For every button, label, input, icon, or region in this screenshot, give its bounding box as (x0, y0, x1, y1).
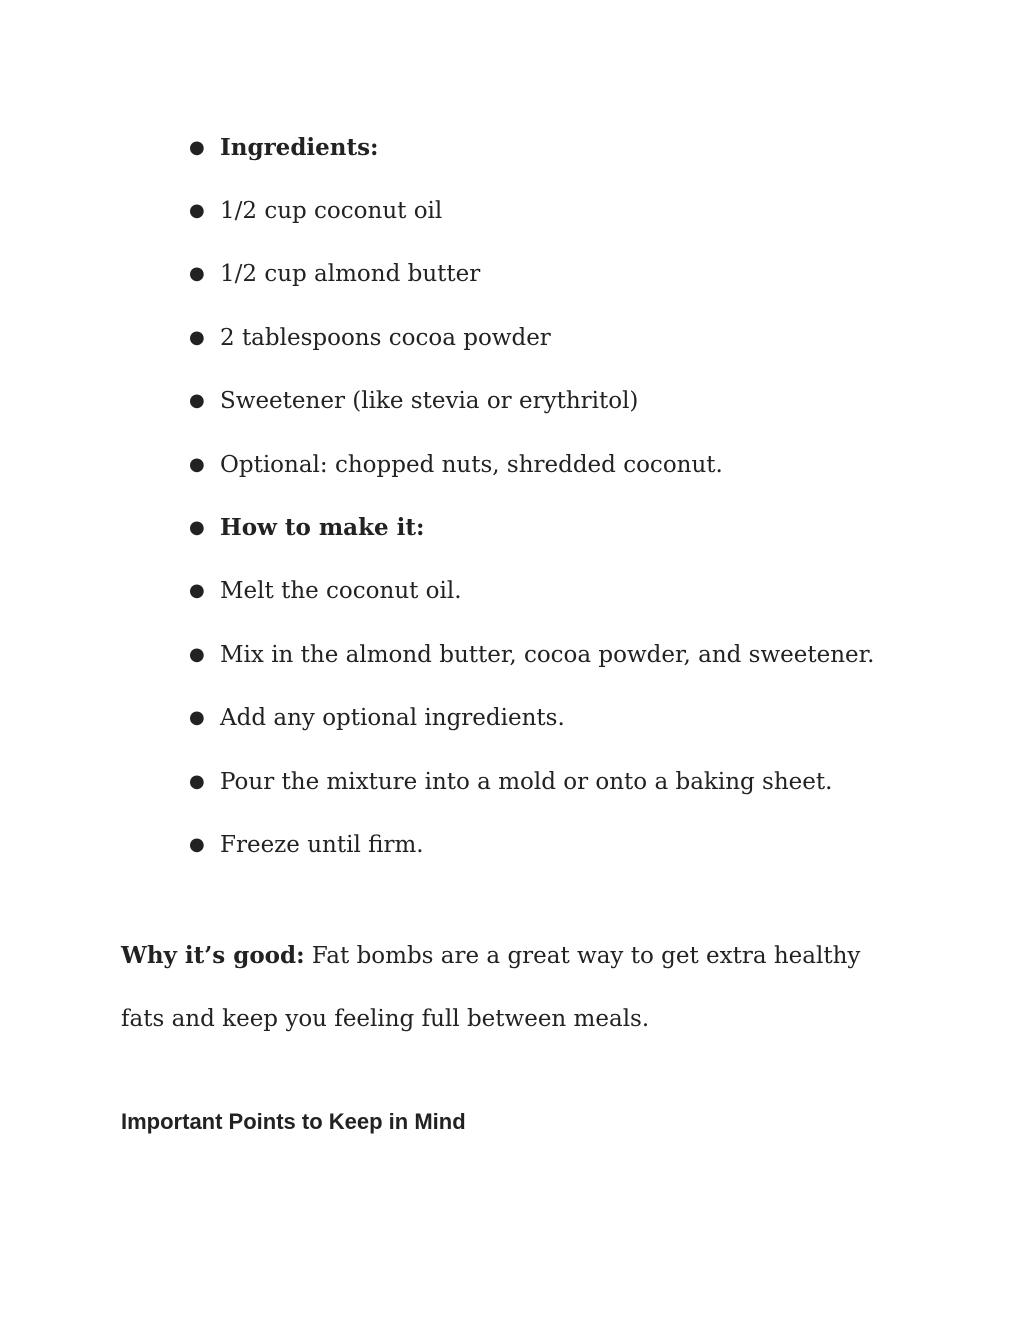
why-its-good-label: Why it’s good: (121, 942, 305, 969)
bullet-icon: ● (189, 517, 205, 539)
list-item-text: Add any optional ingredients. (220, 705, 565, 732)
list-item (189, 243, 874, 306)
list-item-text: 2 tablespoons cocoa powder (220, 324, 551, 351)
list-item (189, 116, 874, 179)
bullet-icon: ● (189, 453, 205, 475)
list-item-text: 1/2 cup coconut oil (220, 198, 443, 225)
recipe-bullet-list (189, 116, 874, 877)
ingredients-heading: Ingredients: (220, 133, 379, 161)
list-item (189, 433, 874, 496)
instructions-heading: How to make it: (220, 514, 425, 542)
list-item (189, 370, 874, 433)
list-item (189, 496, 874, 559)
list-item (189, 179, 874, 242)
list-item-text: Optional: chopped nuts, shredded coconut. (220, 451, 723, 478)
list-item-text: Sweetener (like stevia or erythritol) (220, 388, 639, 415)
bullet-icon: ● (189, 326, 205, 348)
why-its-good-paragraph (121, 924, 901, 1051)
bullet-icon: ● (189, 390, 205, 412)
bullet-icon: ● (189, 643, 205, 665)
list-item (189, 687, 874, 750)
bullet-icon: ● (189, 200, 205, 222)
bullet-icon: ● (189, 136, 205, 158)
list-item (189, 813, 874, 876)
bullet-icon: ● (189, 263, 205, 285)
bullet-icon: ● (189, 707, 205, 729)
list-item-text: Melt the coconut oil. (220, 578, 462, 605)
list-item (189, 306, 874, 369)
list-item (189, 623, 874, 686)
list-item-text: Pour the mixture into a mold or onto a baking sheet. (220, 768, 833, 795)
list-item-text: Mix in the almond butter, cocoa powder, and sweetener. (220, 641, 875, 668)
bullet-icon: ● (189, 833, 205, 855)
section-heading: Important Points to Keep in Mind (121, 1109, 466, 1134)
list-item (189, 750, 874, 813)
list-item (189, 560, 874, 623)
list-item-text: Freeze until firm. (220, 831, 424, 858)
bullet-icon: ● (189, 770, 205, 792)
bullet-icon: ● (189, 580, 205, 602)
why-its-good-text: Fat bombs are a great way to get extra healthy fats and keep you feeling full between meals. (121, 943, 861, 1032)
list-item-text: 1/2 cup almond butter (220, 261, 481, 288)
